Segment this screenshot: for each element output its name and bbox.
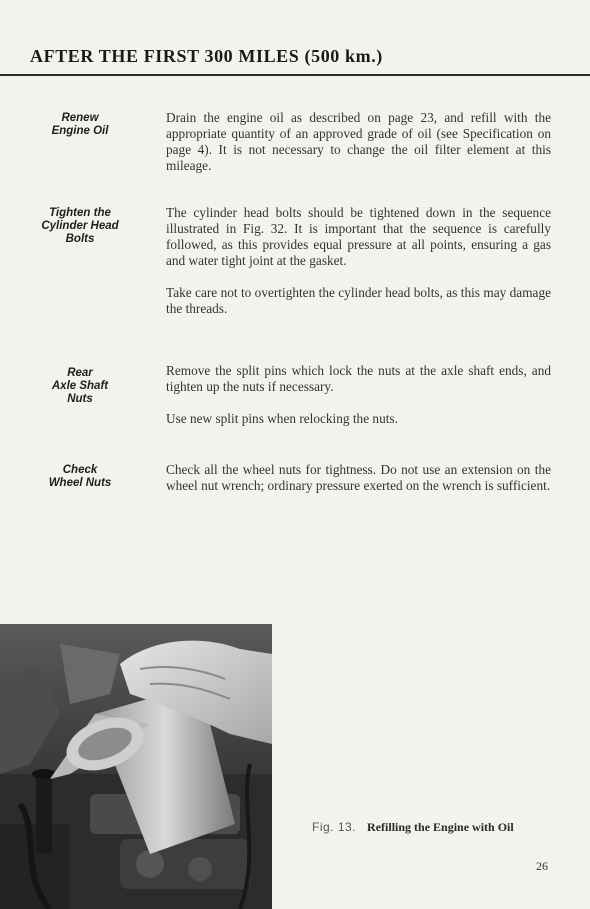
side-label-line: Rear (67, 367, 93, 379)
side-label-line: Renew (61, 112, 99, 124)
figure-title: Refilling the Engine with Oil (367, 820, 514, 834)
page-title: AFTER THE FIRST 300 MILES (500 km.) (30, 46, 383, 66)
side-label-line: Check (62, 464, 98, 476)
paragraph: Take care not to overtighten the cylinder head bolts, as this may damage the threads. (166, 285, 551, 316)
body-text (166, 462, 551, 494)
page-number: 26 (536, 859, 548, 873)
side-label-line: Tighten the (49, 207, 111, 219)
paragraph: Drain the engine oil as described on page 23, and refill with the appropriate quantity of an approved grade of oil (see Specification on page 4). It is not necessary to change the oil filter element at this mileage. (166, 110, 551, 173)
body-text (166, 363, 551, 427)
figure-caption (312, 820, 514, 835)
side-label (0, 367, 160, 406)
side-label-line: Bolts (65, 233, 95, 245)
side-label (0, 112, 160, 138)
side-label-line: Axle Shaft (51, 380, 109, 392)
side-label (0, 207, 160, 246)
body-text (166, 205, 551, 317)
side-label (0, 464, 160, 490)
engine-oil-photo-illustration (0, 624, 272, 909)
side-label-line: Wheel Nuts (48, 477, 112, 489)
body-text (166, 110, 551, 174)
paragraph: Use new split pins when relocking the nuts. (166, 411, 398, 426)
paragraph: The cylinder head bolts should be tightened down in the sequence illustrated in Fig. 32. It is important that the sequence is carefully followed, as this provides equal pressure at all points, ensuring a gas and water tight joint at the gasket. (166, 205, 551, 268)
side-label-line: Cylinder Head (41, 220, 119, 232)
paragraph: Check all the wheel nuts for tightness. Do not use an extension on the wheel nut wrench; ordinary pressure exerted on the wrench is sufficient. (166, 462, 551, 493)
side-label-line: Nuts (67, 393, 93, 405)
paragraph: Remove the split pins which lock the nuts at the axle shaft ends, and tighten up the nuts if necessary. (166, 363, 551, 394)
title-rule (0, 74, 590, 76)
engine-oil-photo (0, 624, 272, 909)
figure-number: Fig. 13. (312, 820, 357, 834)
side-label-line: Engine Oil (51, 125, 109, 137)
